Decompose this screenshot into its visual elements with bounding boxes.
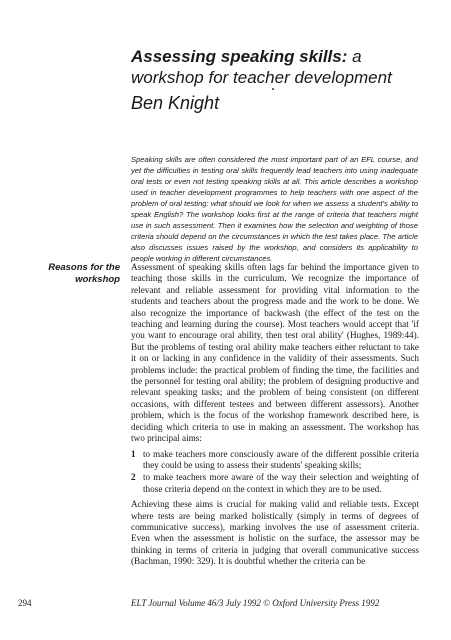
abstract: Speaking skills are often considered the most important part of an EFL course, and yet the difficulties in testing oral skills frequently lead teachers into using inadequate oral tests or even not testing speaking skills at all. This article describes a workshop used in teacher development programmes to help teachers with one aspect of the problem of oral testing: what should we look for when we assess a student's ability to speak English? The workshop looks first at the range of criteria that teachers might use in such assessment. Then it examines how the selection and weighting of those criteria should depend on the circumstances in which the test takes place. The article also discusses issues raised by the workshop, and considers its applicability to people working in different circumstances.: [131, 155, 418, 263]
list-text: to make teachers more aware of the way their selection and weighting of those criteria depend on the context in which they are to be used.: [143, 472, 419, 494]
page-number: 294: [18, 598, 32, 608]
list-text: to make teachers more consciously aware of the different possible criteria they could be using to assess their students' speaking skills;: [143, 448, 419, 470]
list-number: 1: [131, 448, 136, 459]
section-heading-line1: Reasons for the: [48, 262, 120, 273]
journal-footer: ELT Journal Volume 46/3 July 1992 © Oxford University Press 1992: [131, 598, 380, 608]
section-heading: [20, 262, 120, 286]
title-line-2: workshop for teacher development: [131, 68, 392, 87]
article-title: [131, 46, 431, 88]
section-heading-line2: workshop: [75, 274, 120, 285]
author-name: Ben Knight: [131, 93, 220, 113]
paragraph: Assessment of speaking skills often lags far behind the importance given to teaching those skills in the curriculum. We recognize the importance of relevant and reliable assessment for providing vital information to the students and teachers about the progress made and the work to be done. We also recognize the importance of backwash (the effect of the test on the teaching and learning during the course). Most teachers would accept that 'if you want to encourage oral ability, then test oral ability' (Hughes, 1989:44). But the problems of testing oral ability make teachers either reluctant to take it on or lacking in any confidence in the validity of their assessments. Such problems include: the practical problem of finding the time, the facilities and the personnel for testing oral ability; the problem of designing productive and relevant speaking tasks; and the problem of being consistent (on different occasions, with different testees and between different assessors). Another problem, which is the focus of the workshop framework described here, is deciding which criteria to use in making an assessment. The workshop has two principal aims:: [131, 262, 419, 444]
body-text: [131, 262, 419, 572]
paragraph: Achieving these aims is crucial for making valid and reliable tests. Except where tests are being marked holistically (simply in terms of degrees of communicative success), marking involves the use of assessment criteria. Even when the assessment is holistic on the surface, the assessor may be thinking in terms of criteria in judging that overall communicative success (Bachman, 1990: 329). It is doubtful whether the criteria can be: [131, 499, 419, 567]
list-item: [131, 449, 419, 472]
title-rest: a: [347, 47, 362, 66]
list-item: [131, 472, 419, 495]
printing-speck: [272, 88, 274, 90]
title-bold-part: Assessing speaking skills:: [131, 47, 348, 66]
list-number: 2: [131, 472, 136, 483]
aims-list: [131, 449, 419, 496]
